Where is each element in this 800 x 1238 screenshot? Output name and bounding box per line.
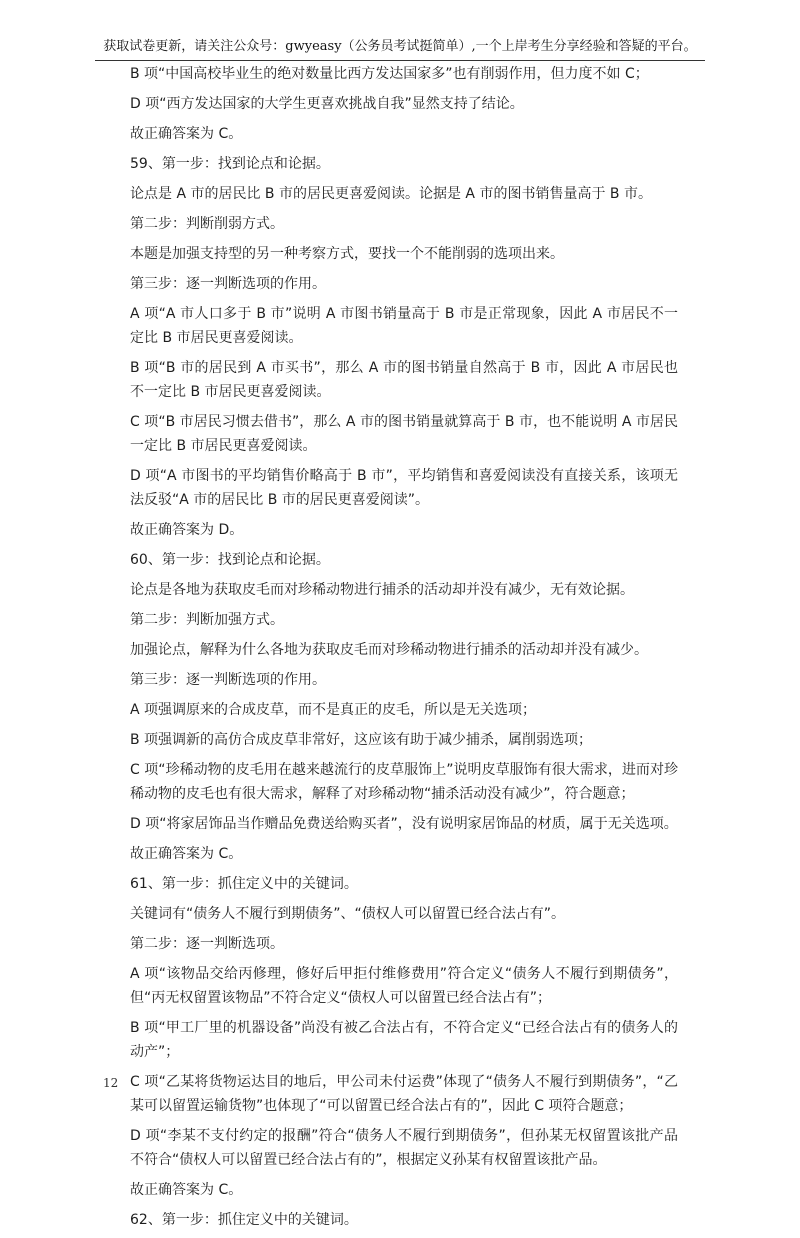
- paragraph: D 项“A 市图书的平均销售价略高于 B 市”，平均销售和喜爱阅读没有直接关系，该项无法反驳“A 市的居民比 B 市的居民更喜爱阅读”。: [130, 468, 678, 508]
- question-heading: 60、第一步：找到论点和论据。: [130, 552, 330, 568]
- paragraph: 论点是 A 市的居民比 B 市的居民更喜爱阅读。论据是 A 市的图书销售量高于 B 市。: [130, 186, 652, 202]
- paragraph: 第三步：逐一判断选项的作用。: [130, 276, 326, 292]
- paragraph: 第三步：逐一判断选项的作用。: [130, 672, 326, 688]
- paragraph: C 项“B 市居民习惯去借书”，那么 A 市的图书销量就算高于 B 市，也不能说明 A 市居民一定比 B 市居民更喜爱阅读。: [130, 414, 678, 454]
- paragraph: 故正确答案为 C。: [130, 1182, 243, 1198]
- paragraph: 第二步：判断削弱方式。: [130, 216, 284, 232]
- paragraph: A 项“该物品交给丙修理，修好后甲拒付维修费用”符合定义“债务人不履行到期债务”，但“丙无权留置该物品”不符合定义“债权人可以留置已经合法占有”；: [130, 966, 678, 1006]
- document-body: [130, 62, 678, 1238]
- paragraph: B 项“甲工厂里的机器设备”尚没有被乙合法占有，不符合定义“已经合法占有的债务人的动产”；: [130, 1020, 678, 1060]
- question-heading: 62、第一步：抓住定义中的关键词。: [130, 1212, 358, 1228]
- paragraph: C 项“乙某将货物运达目的地后，甲公司未付运费”体现了“债务人不履行到期债务”，“乙某可以留置运输货物”也体现了“可以留置已经合法占有的”，因此 C 项符合题意；: [130, 1074, 678, 1114]
- paragraph: D 项“李某不支付约定的报酬”符合“债务人不履行到期债务”，但孙某无权留置该批产品不符合“债权人可以留置已经合法占有的”，根据定义孙某有权留置该批产品。: [130, 1128, 678, 1168]
- paragraph: D 项“西方发达国家的大学生更喜欢挑战自我”显然支持了结论。: [130, 96, 524, 112]
- paragraph: 本题是加强支持型的另一种考察方式，要找一个不能削弱的选项出来。: [130, 246, 564, 262]
- paragraph: 故正确答案为 C。: [130, 126, 243, 142]
- paragraph: 故正确答案为 D。: [130, 522, 244, 538]
- page-number: 12: [103, 1076, 119, 1090]
- paragraph: B 项“中国高校毕业生的绝对数量比西方发达国家多”也有削弱作用，但力度不如 C；: [130, 66, 649, 82]
- header-text: 获取试卷更新，请关注公众号：gwyeasy（公务员考试挺简单）,一个上岸考生分享经验和答疑的平台。: [103, 39, 697, 54]
- paragraph: 加强论点，解释为什么各地为获取皮毛而对珍稀动物进行捕杀的活动却并没有减少。: [130, 642, 648, 658]
- question-heading: 61、第一步：抓住定义中的关键词。: [130, 876, 358, 892]
- paragraph: 论点是各地为获取皮毛而对珍稀动物进行捕杀的活动却并没有减少，无有效论据。: [130, 582, 634, 598]
- paragraph: B 项“B 市的居民到 A 市买书”，那么 A 市的图书销量自然高于 B 市，因此 A 市居民也不一定比 B 市居民更喜爱阅读。: [130, 360, 678, 400]
- page-header: [95, 36, 705, 61]
- paragraph: A 项强调原来的合成皮草，而不是真正的皮毛，所以是无关选项；: [130, 702, 537, 718]
- paragraph: 第二步：判断加强方式。: [130, 612, 284, 628]
- paragraph: 关键词有“债务人不履行到期债务”、“债权人可以留置已经合法占有”。: [130, 906, 566, 922]
- paragraph: D 项“将家居饰品当作赠品免费送给购买者”，没有说明家居饰品的材质，属于无关选项。: [130, 816, 678, 832]
- question-heading: 59、第一步：找到论点和论据。: [130, 156, 330, 172]
- paragraph: A 项“A 市人口多于 B 市”说明 A 市图书销量高于 B 市是正常现象，因此 A 市居民不一定比 B 市居民更喜爱阅读。: [130, 306, 678, 346]
- paragraph: 故正确答案为 C。: [130, 846, 243, 862]
- paragraph: B 项强调新的高仿合成皮草非常好，这应该有助于减少捕杀，属削弱选项；: [130, 732, 593, 748]
- paragraph: 第二步：逐一判断选项。: [130, 936, 284, 952]
- paragraph: C 项“珍稀动物的皮毛用在越来越流行的皮草服饰上”说明皮草服饰有很大需求，进而对珍稀动物的皮毛也有很大需求，解释了对珍稀动物“捕杀活动没有减少”，符合题意；: [130, 762, 678, 802]
